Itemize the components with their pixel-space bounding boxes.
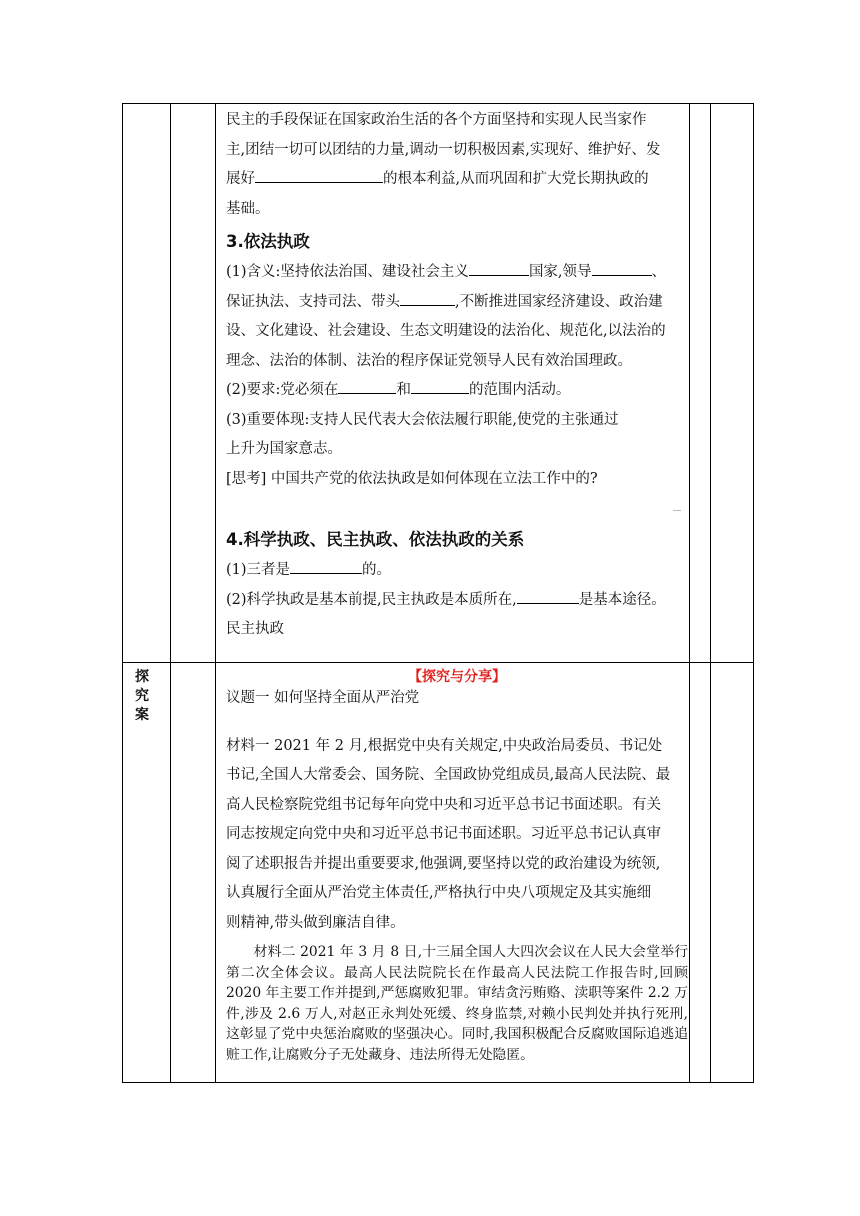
table-border-bottom (122, 1082, 754, 1083)
table-col-divider (689, 103, 690, 1083)
side-label (132, 668, 152, 725)
side-label-char: 究 (135, 688, 149, 704)
text-line: 保证执法、支持司法、带头 ,不断推进国家经济建设、政治建 (226, 288, 688, 318)
material-line: 材料一 2021 年 2 月,根据党中央有关规定,中央政治局委员、书记处 (226, 737, 663, 754)
material-line: 同志按规定向党中央和习近平总书记书面述职。习近平总书记认真审 (226, 826, 661, 842)
material-line: 认真履行全面从严治党主体责任,严格执行中央八项规定及其实施细 (226, 885, 652, 901)
material-two: 材料二 2021 年 3 月 8 日,十三届全国人大四次会议在人民大会堂举行第二次全体会议。最高人民法院院长在作最高人民法院工作报告时,回顾 2020 年主要工作并提到,严惩腐败犯罪。审结贪污贿赂、渎职等案件 2.2 万件,涉及 2.6 万人,对赵正永判处死缓、终身监禁,对赖小民判处并执行死刑,这彰显了党中央惩治腐败的坚强决心。同时,我国积极配合反腐败国际追逃追赃工作,让腐败分子无处藏身、违法所得无处隐匿。 (226, 944, 688, 1063)
fill-blank[interactable] (592, 261, 652, 276)
text-line: (3)重要体现:支持人民代表大会依法履行职能,使党的主张通过 (226, 411, 619, 428)
inquiry-section (226, 684, 688, 1065)
text-line: 民主的手段保证在国家政治生活的各个方面坚持和实现人民当家作 (226, 112, 647, 128)
side-label-char: 案 (135, 707, 149, 723)
heading-rule-of-law: 3.依法执政 (226, 232, 310, 251)
table-col-divider (215, 103, 216, 1083)
side-label-char: 探 (135, 669, 149, 685)
heading-relationship: 4.科学执政、民主执政、依法执政的关系 (226, 530, 525, 549)
fill-blank[interactable] (290, 559, 362, 574)
text-line: 展好 的根本利益,从而巩固和扩大党长期执政的 (226, 165, 688, 195)
text-line: 理念、法治的体制、法治的程序保证党领导人民有效治国理政。 (226, 352, 632, 369)
text-line: 主,团结一切可以团结的力量,调动一切积极因素,实现好、维护好、发 (226, 141, 661, 158)
table-border-left (122, 103, 123, 1083)
material-line: 则精神,带头做到廉洁自律。 (226, 914, 405, 931)
fill-blank[interactable] (400, 291, 455, 306)
text-line: 基础。 (226, 200, 270, 217)
topic-title: 议题一 如何坚持全面从严治党 (226, 690, 420, 706)
text-line: 设、文化建设、社会建设、生态文明建设的法治化、规范化,以法治的 (226, 323, 666, 339)
text-line: 上升为国家意志。 (226, 441, 342, 457)
section-title: 【探究与分享】 (408, 669, 506, 685)
material-line: 书记,全国人大常委会、国务院、全国政协党组成员,最高人民法院、最 (226, 767, 671, 783)
fill-blank[interactable] (255, 168, 383, 183)
fill-blank[interactable] (338, 379, 396, 394)
material-line: 阅了述职报告并提出重要要求,他强调,要坚持以党的政治建设为统领, (226, 855, 661, 872)
text-line: (1)含义:坚持依法治国、建设社会主义 国家,领导 、 (226, 258, 688, 288)
text-line: (2)科学执政是基本前提,民主执政是本质所在, 是基本途径。 (226, 586, 688, 616)
fill-blank[interactable] (517, 589, 579, 604)
text-line: (1)三者是 的。 (226, 556, 688, 586)
table-col-divider (170, 103, 171, 1083)
table-border-top (122, 103, 754, 104)
table-row-divider (122, 662, 754, 663)
study-section (226, 106, 688, 645)
fill-blank[interactable] (469, 261, 529, 276)
think-question: [思考] 中国共产党的依法执政是如何体现在立法工作中的? (226, 470, 598, 487)
table-col-divider (710, 103, 711, 1083)
text-line: 民主执政 (226, 621, 284, 637)
text-line: (2)要求:党必须在 和 的范围内活动。 (226, 376, 688, 406)
margin-mark (673, 510, 681, 511)
table-border-right (753, 103, 754, 1083)
material-line: 高人民检察院党组书记每年向党中央和习近平总书记书面述职。有关 (226, 796, 661, 813)
fill-blank[interactable] (411, 379, 469, 394)
